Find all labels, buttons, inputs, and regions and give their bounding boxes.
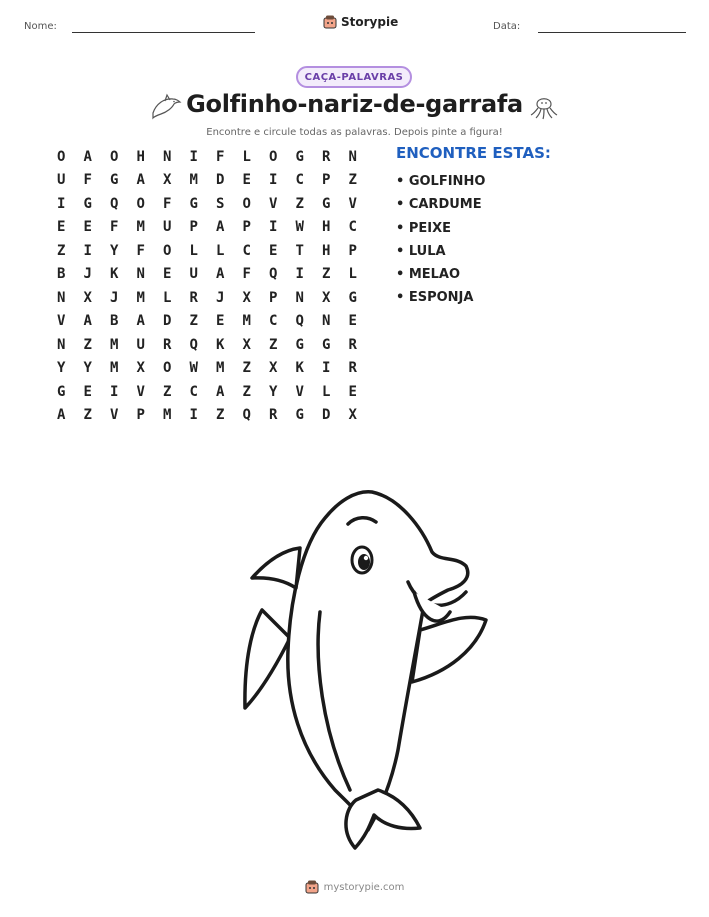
grid-letter[interactable]: Y <box>83 360 92 377</box>
grid-letter[interactable]: P <box>189 219 198 236</box>
grid-letter[interactable]: X <box>348 407 357 424</box>
grid-letter[interactable]: V <box>269 195 278 212</box>
grid-letter[interactable]: C <box>348 219 357 236</box>
grid-letter[interactable]: O <box>57 148 66 165</box>
grid-letter[interactable]: H <box>322 219 331 236</box>
grid-letter[interactable]: U <box>136 336 145 353</box>
grid-letter[interactable]: F <box>136 242 145 259</box>
grid-letter[interactable]: E <box>269 242 278 259</box>
grid-letter[interactable]: G <box>295 407 304 424</box>
grid-letter[interactable]: O <box>136 195 145 212</box>
grid-letter[interactable]: G <box>110 172 119 189</box>
brand-name: Storypie <box>341 15 399 29</box>
grid-letter[interactable]: C <box>189 383 198 400</box>
grid-letter[interactable]: G <box>348 289 357 306</box>
grid-letter[interactable]: O <box>269 148 278 165</box>
grid-letter[interactable]: Z <box>242 383 251 400</box>
grid-letter[interactable]: M <box>189 172 198 189</box>
grid-letter[interactable]: B <box>57 266 66 283</box>
grid-letter[interactable]: Q <box>189 336 198 353</box>
grid-letter[interactable]: E <box>163 266 172 283</box>
grid-letter[interactable]: F <box>242 266 251 283</box>
grid-letter[interactable]: X <box>163 172 172 189</box>
grid-letter[interactable]: X <box>136 360 145 377</box>
grid-letter[interactable]: H <box>136 148 145 165</box>
grid-letter[interactable]: S <box>216 195 225 212</box>
grid-letter[interactable]: O <box>110 148 119 165</box>
grid-letter[interactable]: U <box>57 172 66 189</box>
grid-letter[interactable]: G <box>83 195 92 212</box>
grid-letter[interactable]: Q <box>110 195 119 212</box>
grid-letter[interactable]: A <box>57 407 66 424</box>
grid-letter[interactable]: M <box>242 313 251 330</box>
grid-letter[interactable]: D <box>216 172 225 189</box>
grid-letter[interactable]: L <box>348 266 357 283</box>
grid-letter[interactable]: W <box>189 360 198 377</box>
grid-letter[interactable]: L <box>216 242 225 259</box>
word-list-title: ENCONTRE ESTAS: <box>396 144 551 162</box>
grid-letter[interactable]: I <box>110 383 119 400</box>
grid-letter[interactable]: E <box>242 172 251 189</box>
grid-letter[interactable]: Z <box>322 266 331 283</box>
grid-letter[interactable]: R <box>189 289 198 306</box>
page-title: Golfinho-nariz-de-garrafa <box>186 90 523 118</box>
grid-letter[interactable]: F <box>163 195 172 212</box>
grid-letter[interactable]: I <box>295 266 304 283</box>
grid-letter[interactable]: G <box>295 148 304 165</box>
date-line[interactable] <box>538 32 686 33</box>
grid-letter[interactable]: M <box>136 219 145 236</box>
grid-letter[interactable]: A <box>136 172 145 189</box>
word-item: • CARDUME <box>396 197 482 213</box>
grid-letter[interactable]: J <box>83 266 92 283</box>
octopus-icon <box>528 92 560 120</box>
grid-letter[interactable]: V <box>136 383 145 400</box>
grid-letter[interactable]: Z <box>348 172 357 189</box>
grid-letter[interactable]: Z <box>57 242 66 259</box>
grid-letter[interactable]: N <box>57 336 66 353</box>
grid-letter[interactable]: N <box>295 289 304 306</box>
grid-letter[interactable]: Z <box>242 360 251 377</box>
grid-letter[interactable]: V <box>110 407 119 424</box>
grid-letter[interactable]: T <box>295 242 304 259</box>
word-item: • PEIXE <box>396 220 451 236</box>
grid-letter[interactable]: C <box>242 242 251 259</box>
grid-letter[interactable]: O <box>163 242 172 259</box>
grid-letter[interactable]: F <box>110 219 119 236</box>
grid-letter[interactable]: N <box>163 148 172 165</box>
grid-letter[interactable]: P <box>322 172 331 189</box>
word-item: • LULA <box>396 243 446 259</box>
grid-letter[interactable]: V <box>348 195 357 212</box>
grid-letter[interactable]: A <box>216 266 225 283</box>
grid-letter[interactable]: I <box>269 172 278 189</box>
grid-letter[interactable]: E <box>83 383 92 400</box>
grid-letter[interactable]: I <box>189 148 198 165</box>
grid-letter[interactable]: Z <box>83 336 92 353</box>
grid-letter[interactable]: L <box>163 289 172 306</box>
grid-letter[interactable]: L <box>189 242 198 259</box>
grid-letter[interactable]: E <box>57 219 66 236</box>
word-list <box>396 170 485 310</box>
grid-letter[interactable]: X <box>242 336 251 353</box>
grid-letter[interactable]: J <box>110 289 119 306</box>
grid-letter[interactable]: G <box>295 336 304 353</box>
grid-letter[interactable]: V <box>57 313 66 330</box>
grid-letter[interactable]: Z <box>163 383 172 400</box>
name-label: Nome: <box>24 21 57 32</box>
grid-letter[interactable]: N <box>136 266 145 283</box>
footer-url[interactable]: mystorypie.com <box>323 881 405 893</box>
grid-letter[interactable]: E <box>83 219 92 236</box>
grid-letter[interactable]: P <box>269 289 278 306</box>
grid-letter[interactable]: W <box>295 219 304 236</box>
grid-letter[interactable]: C <box>269 313 278 330</box>
grid-letter[interactable]: A <box>83 148 92 165</box>
grid-letter[interactable]: Q <box>295 313 304 330</box>
grid-letter[interactable]: M <box>216 360 225 377</box>
grid-letter[interactable]: I <box>83 242 92 259</box>
grid-letter[interactable]: N <box>322 313 331 330</box>
grid-letter[interactable]: B <box>110 313 119 330</box>
grid-letter[interactable]: P <box>242 219 251 236</box>
grid-letter[interactable]: H <box>322 242 331 259</box>
puzzle-type-badge: CAÇA-PALAVRAS <box>296 66 412 88</box>
word-item: • MELAO <box>396 267 461 283</box>
grid-letter[interactable]: R <box>163 336 172 353</box>
grid-letter[interactable]: G <box>322 336 331 353</box>
grid-letter[interactable]: O <box>242 195 251 212</box>
grid-letter[interactable]: A <box>136 313 145 330</box>
grid-letter[interactable]: C <box>295 172 304 189</box>
grid-letter[interactable]: K <box>110 266 119 283</box>
grid-letter[interactable]: G <box>57 383 66 400</box>
grid-letter[interactable]: A <box>216 219 225 236</box>
grid-letter[interactable]: X <box>242 289 251 306</box>
grid-letter[interactable]: R <box>322 148 331 165</box>
grid-letter[interactable]: L <box>242 148 251 165</box>
grid-letter[interactable]: A <box>216 383 225 400</box>
brand <box>323 15 398 29</box>
grid-letter[interactable]: G <box>322 195 331 212</box>
grid-letter[interactable]: Y <box>110 242 119 259</box>
storypie-logo-icon <box>305 880 319 894</box>
storypie-logo-icon <box>323 15 337 29</box>
grid-letter[interactable]: G <box>189 195 198 212</box>
grid-letter[interactable]: Z <box>216 407 225 424</box>
footer <box>0 880 709 894</box>
grid-letter[interactable]: K <box>216 336 225 353</box>
grid-letter[interactable]: U <box>163 219 172 236</box>
grid-letter[interactable]: N <box>57 289 66 306</box>
grid-letter[interactable]: K <box>295 360 304 377</box>
grid-letter[interactable]: Q <box>269 266 278 283</box>
grid-letter[interactable]: D <box>163 313 172 330</box>
grid-letter[interactable]: P <box>136 407 145 424</box>
dolphin-illustration[interactable] <box>200 478 510 858</box>
grid-letter[interactable]: J <box>216 289 225 306</box>
grid-letter[interactable]: M <box>110 336 119 353</box>
grid-letter[interactable]: I <box>322 360 331 377</box>
grid-letter[interactable]: V <box>295 383 304 400</box>
grid-letter[interactable]: M <box>136 289 145 306</box>
grid-letter[interactable]: E <box>348 383 357 400</box>
word-item: • GOLFINHO <box>396 174 486 189</box>
grid-letter[interactable]: I <box>189 407 198 424</box>
grid-letter[interactable]: X <box>322 289 331 306</box>
grid-letter[interactable]: Q <box>242 407 251 424</box>
date-label: Data: <box>493 21 521 32</box>
word-search-grid[interactable] <box>48 145 366 427</box>
grid-letter[interactable]: X <box>269 360 278 377</box>
grid-letter[interactable]: Z <box>269 336 278 353</box>
grid-letter[interactable]: F <box>216 148 225 165</box>
grid-letter[interactable]: M <box>163 407 172 424</box>
grid-letter[interactable]: A <box>83 313 92 330</box>
grid-letter[interactable]: I <box>269 219 278 236</box>
grid-letter[interactable]: N <box>348 148 357 165</box>
name-line[interactable] <box>72 32 255 33</box>
grid-letter[interactable]: Z <box>189 313 198 330</box>
grid-letter[interactable]: I <box>57 195 66 212</box>
grid-letter[interactable]: Z <box>295 195 304 212</box>
grid-letter[interactable]: E <box>216 313 225 330</box>
grid-letter[interactable]: F <box>83 172 92 189</box>
grid-letter[interactable]: P <box>348 242 357 259</box>
grid-letter[interactable]: R <box>348 336 357 353</box>
grid-letter[interactable]: Z <box>83 407 92 424</box>
grid-letter[interactable]: M <box>110 360 119 377</box>
grid-letter[interactable]: L <box>322 383 331 400</box>
grid-letter[interactable]: D <box>322 407 331 424</box>
instructions: Encontre e circule todas as palavras. Depois pinte a figura! <box>206 127 503 138</box>
grid-letter[interactable]: Y <box>269 383 278 400</box>
grid-letter[interactable]: O <box>163 360 172 377</box>
grid-letter[interactable]: R <box>348 360 357 377</box>
word-item: • ESPONJA <box>396 290 474 306</box>
grid-letter[interactable]: R <box>269 407 278 424</box>
grid-letter[interactable]: X <box>83 289 92 306</box>
grid-letter[interactable]: Y <box>57 360 66 377</box>
grid-letter[interactable]: E <box>348 313 357 330</box>
grid-letter[interactable]: U <box>189 266 198 283</box>
